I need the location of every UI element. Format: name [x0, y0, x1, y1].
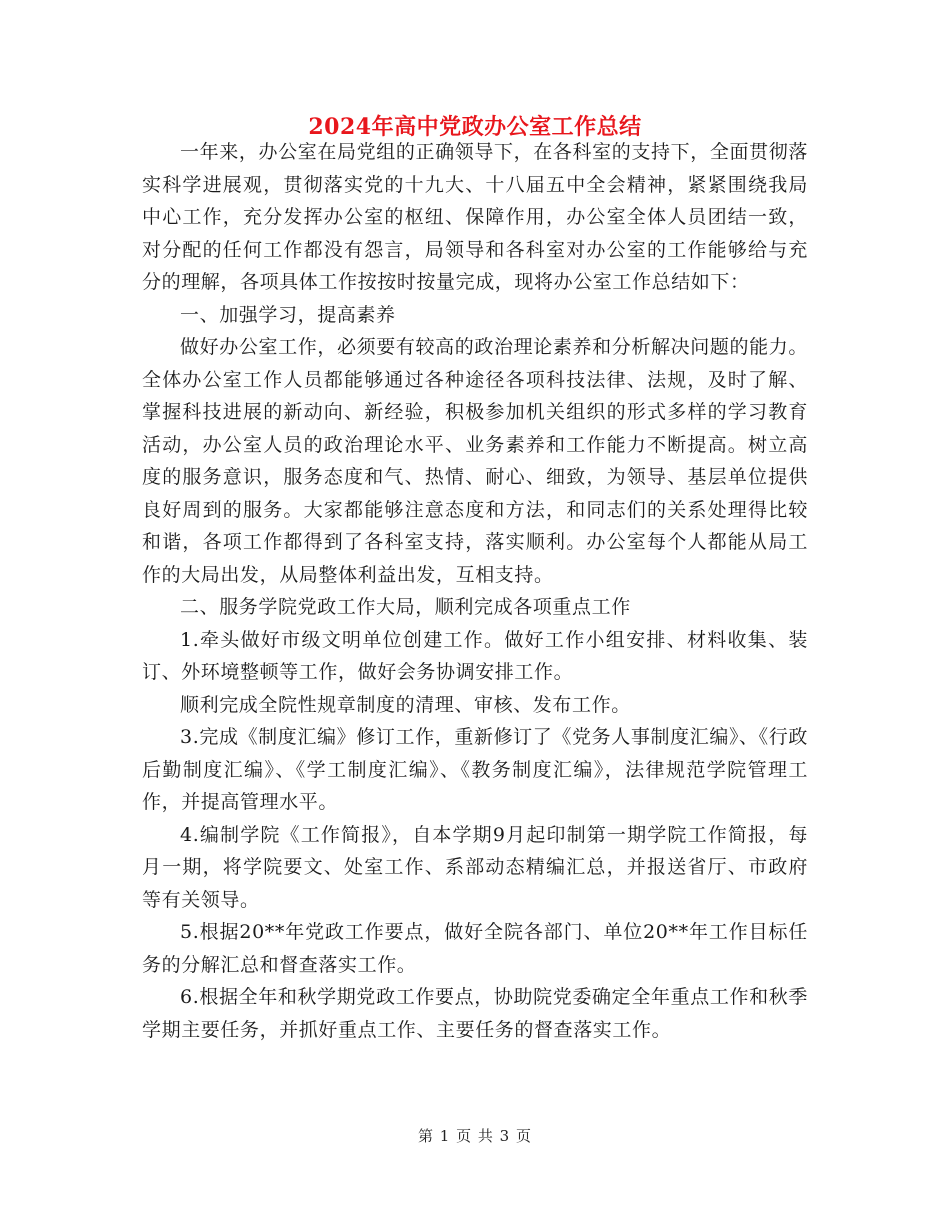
list-item-2: 顺利完成全院性规章制度的清理、审核、发布工作。	[180, 693, 631, 716]
list-item-4: 4.编制学院《工作简报》，自本学期9月起印制第一期学院工作简报，每月一期，将学院要文、处室工作、系部动态精编汇总，并报送省厅、市政府等有关领导。	[142, 823, 808, 911]
list-item-5: 5.根据20**年党政工作要点，做好全院各部门、单位20**年工作目标任务的分解汇总和督查落实工作。	[142, 921, 808, 976]
list-item-3: 3.完成《制度汇编》修订工作，重新修订了《党务人事制度汇编》、《行政后勤制度汇编》、《学工制度汇编》、《教务制度汇编》，法律规范学院管理工作，并提高管理水平。	[142, 726, 808, 813]
document-body	[142, 136, 808, 1046]
paragraph-intro: 一年来，办公室在局党组的正确领导下，在各科室的支持下，全面贯彻落实科学进展观，贯彻落实党的十九大、十八届五中全会精神，紧紧围绕我局中心工作，充分发挥办公室的枢纽、保障作用，办公室全体人员团结一致，对分配的任何工作都没有怨言，局领导和各科室对办公室的工作能够给与充分的理解，各项具体工作按按时按量完成，现将办公室工作总结如下：	[142, 141, 808, 293]
section-heading-2: 二、服务学院党政工作大局，顺利完成各项重点工作	[180, 596, 631, 618]
page-number-footer: 第 1 页 共 3 页	[418, 1127, 532, 1145]
document-title: 2024年高中党政办公室工作总结	[308, 114, 642, 140]
paragraph-study: 做好办公室工作，必须要有较高的政治理论素养和分析解决问题的能力。全体办公室工作人员都能够通过各种途径各项科技法律、法规，及时了解、掌握科技进展的新动向、新经验，积极参加机关组织的形式多样的学习教育活动，办公室人员的政治理论水平、业务素养和工作能力不断提高。树立高度的服务意识，服务态度和气、热情、耐心、细致，为领导、基层单位提供良好周到的服务。大家都能够注意态度和方法，和同志们的关系处理得比较和谐，各项工作都得到了各科室支持，落实顺利。办公室每个人都能从局工作的大局出发，从局整体利益出发，互相支持。	[142, 336, 808, 586]
list-item-1: 1.牵头做好市级文明单位创建工作。做好工作小组安排、材料收集、装订、外环境整顿等工作，做好会务协调安排工作。	[142, 628, 808, 683]
section-heading-1: 一、加强学习，提高素养	[180, 303, 396, 326]
list-item-6: 6.根据全年和秋学期党政工作要点，协助院党委确定全年重点工作和秋季学期主要任务，并抓好重点工作、主要任务的督查落实工作。	[142, 986, 808, 1041]
